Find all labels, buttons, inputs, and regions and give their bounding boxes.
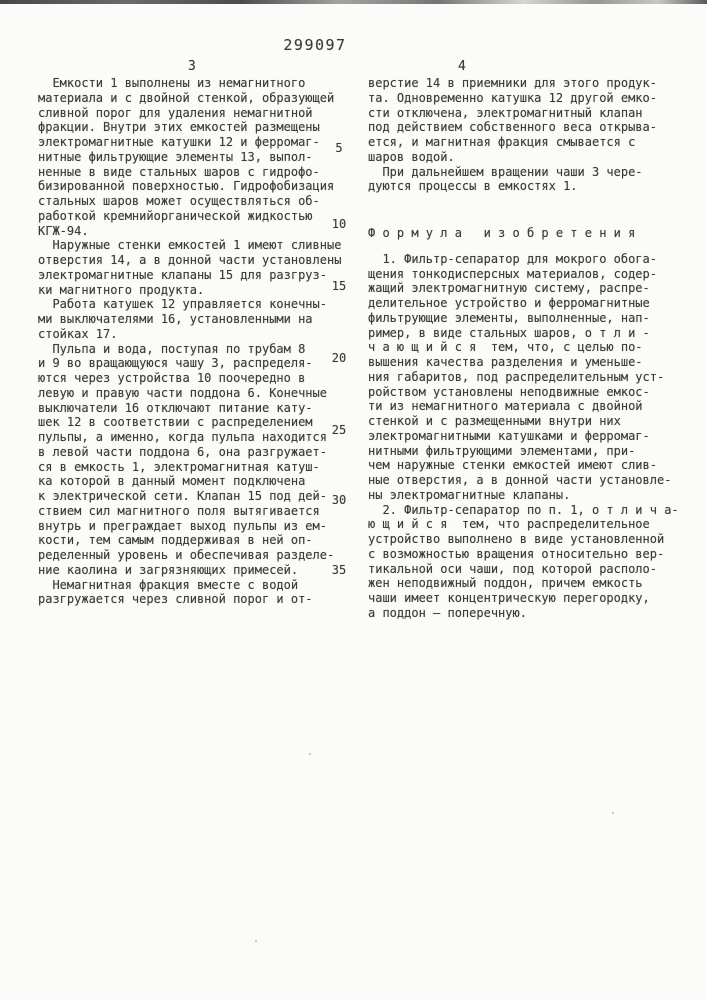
column-number-right: 4 [458,59,466,74]
text-line: нитными фильтрующими элементами, при- [368,443,636,458]
text-line: а поддон — поперечную. [368,605,527,620]
text-line: ример, в виде стальных шаров, о т л и - [368,325,650,340]
text-line: фракции. Внутри этих емкостей размещены [38,120,320,135]
left-column-text [38,76,353,607]
text-line: внутрь и преграждает выход пульпы из ем- [38,518,327,533]
text-line: чем наружные стенки емкостей имеют слив- [368,458,657,473]
text-line: шек 12 в соответствии с распределением [38,415,313,430]
gutter-line-number: 20 [331,351,347,365]
text-line: 2. Фильтр-сепаратор по п. 1, о т л и ч а- [368,502,679,517]
text-line: работкой кремнийорганической жидкостью [38,208,313,223]
text-line: под действием собственного веса открыва- [368,120,657,135]
text-line: ется, и магнитная фракция смывается с [368,135,636,149]
text-line: Немагнитная фракция вместе с водой [38,577,299,592]
text-line: ются через устройства 10 поочередно в [38,371,306,385]
scan-speck [255,940,257,942]
claims-text [368,252,683,621]
text-line: ч а ю щ и й с я тем, что, с целью по- [368,340,643,355]
text-line: устройство выполнено в виде установленной [368,532,665,546]
text-line: Работа катушек 12 управляется конечны- [38,297,327,312]
gutter-line-number: 5 [335,141,343,155]
text-line: в левой части поддона 6, она разгружает- [38,444,327,459]
text-line: с возможностью вращения относительно вер- [368,546,665,561]
gutter-line-number: 30 [331,493,347,507]
text-line: КГЖ-94. [38,223,89,238]
text-line: ми выключателями 16, установленными на [38,312,313,326]
text-line: ти из немагнитного материала с двойной [368,399,643,414]
text-line: Пульпа и вода, поступая по трубам 8 [38,341,306,356]
text-line: нитные фильтрующие элементы 13, выпол- [38,149,313,164]
text-line: выключатели 16 отключают питание кату- [38,400,313,415]
gutter-line-number: 15 [331,279,347,293]
text-line: ройством установлены неподвижные емкос- [368,384,650,399]
right-column-text [368,76,683,621]
text-line: стенкой и с размещенными внутри них [368,414,621,428]
right-column-intro [368,76,683,194]
text-line: Емкости 1 выполнены из немагнитного [38,76,306,90]
text-line: отверстия 14, а в донной части установлены [38,253,342,267]
scan-speck [309,753,311,755]
text-line: ненные в виде стальных шаров с гидрофо- [38,164,320,179]
text-line: ка которой в данный момент подключена [38,474,306,489]
gutter-line-number: 35 [331,563,347,577]
text-line: делительное устройство и ферромагнитные [368,296,650,310]
text-line: ние каолина и загрязняющих примесей. [38,562,299,577]
text-line: ствием сил магнитного поля вытягивается [38,503,320,518]
text-line: стальных шаров может осуществляться об- [38,194,320,208]
patent-number: 299097 [283,36,347,54]
text-line: шаров водой. [368,149,455,164]
text-line: сливной порог для удаления немагнитной [38,105,313,120]
text-line: стойках 17. [38,326,118,341]
text-line: тикальной оси чаши, под которой располо- [368,561,657,576]
text-line: Наружные стенки емкостей 1 имеют сливные [38,238,342,253]
scan-speck [612,812,614,814]
text-line: кости, тем самым поддерживая в ней оп- [38,533,313,548]
text-line: электромагнитные катушки 12 и ферромаг- [38,135,320,149]
text-line: разгружается через сливной порог и от- [38,592,313,607]
text-line: При дальнейшем вращении чаши 3 чере- [368,164,643,179]
text-line: ны электромагнитные клапаны. [368,487,571,502]
gutter-line-number: 25 [331,423,347,437]
text-line: жащий электромагнитную систему, распре- [368,281,650,296]
formula-heading: Ф о р м у л а и з о б р е т е н и я [368,226,636,240]
text-line: электромагнитными катушками и ферромаг- [368,428,650,443]
text-line: вышения качества разделения и уменьше- [368,355,643,369]
text-line: ки магнитного продукта. [38,282,205,297]
text-line: электромагнитные клапаны 15 для разгруз- [38,267,327,282]
text-line: пульпы, а именно, когда пульпа находится [38,430,327,444]
text-line: ные отверстия, а в донной части установле- [368,473,672,487]
text-line: ю щ и й с я тем, что распределительное [368,517,650,532]
text-line: ределенный уровень и обеспечивая разделе- [38,548,335,562]
text-line: бизированной поверхностью. Гидрофобизация [38,179,335,194]
text-line: сти отключена, электромагнитный клапан [368,105,643,120]
text-line: чаши имеет концентрическую перегородку, [368,591,650,605]
text-line: верстие 14 в приемники для этого продук- [368,76,657,90]
text-line: фильтрующие элементы, выполненные, нап- [368,310,650,325]
text-line: материала и с двойной стенкой, образующей [38,90,335,105]
text-line: жен неподвижный поддон, причем емкость [368,576,643,591]
text-line: левую и правую части поддона 6. Конечные [38,385,327,400]
gutter-line-number: 10 [331,217,347,231]
column-number-left: 3 [188,59,196,74]
text-line: ся в емкость 1, электромагнитная катуш- [38,459,320,474]
text-line: к электрической сети. Клапан 15 под дей- [38,489,327,503]
text-line: щения тонкодисперсных материалов, содер- [368,266,657,281]
text-line: и 9 во вращающуюся чашу 3, распределя- [38,356,313,371]
text-line: дуются процессы в емкостях 1. [368,179,578,194]
text-line: ния габаритов, под распределительным уст- [368,369,665,384]
scan-edge-artifact [0,0,707,4]
text-line: 1. Фильтр-сепаратор для мокрого обога- [368,251,657,266]
text-line: та. Одновременно катушка 12 другой емко- [368,90,657,105]
